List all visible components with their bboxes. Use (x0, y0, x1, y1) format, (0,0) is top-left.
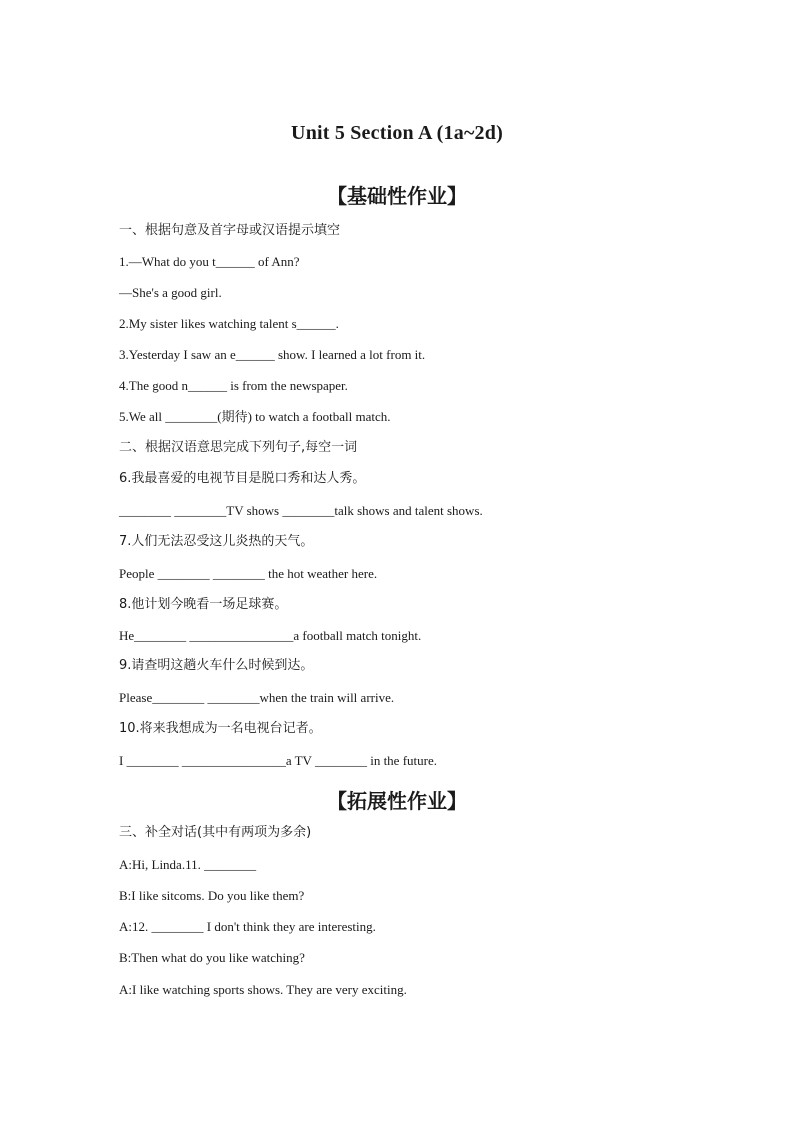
answer-line: He________ ________________a football match tonight. (119, 628, 422, 643)
question-prompt: 8.他计划今晚看一场足球赛。 (119, 597, 288, 612)
dialogue-line: B:I like sitcoms. Do you like them? (119, 888, 305, 903)
dialogue-line: A:I like watching sports shows. They are very exciting. (119, 982, 407, 997)
dialogue-line: A:Hi, Linda.11. ________ (119, 857, 257, 872)
question-prompt: 10.将来我想成为一名电视台记者。 (119, 721, 322, 736)
exercise-heading-1: 一、根据句意及首字母或汉语提示填空 (119, 223, 341, 238)
document-title: Unit 5 Section A (1a~2d) (291, 122, 503, 144)
question-line: 5.We all ________(期待) to watch a football match. (119, 409, 391, 424)
answer-line: I ________ ________________a TV ________ in the future. (119, 753, 437, 768)
dialogue-line: B:Then what do you like watching? (119, 950, 305, 965)
question-line: 2.My sister likes watching talent s______. (119, 316, 339, 331)
dialogue-line: A:12. ________ I don't think they are interesting. (119, 919, 376, 934)
answer-line: People ________ ________ the hot weather here. (119, 566, 378, 581)
question-prompt: 7.人们无法忍受这儿炎热的天气。 (119, 534, 314, 549)
question-prompt: 6.我最喜爱的电视节目是脱口秀和达人秀。 (119, 471, 366, 486)
answer-line: Please________ ________when the train will arrive. (119, 690, 395, 705)
question-line: 3.Yesterday I saw an e______ show. I learned a lot from it. (119, 347, 426, 362)
question-prompt: 9.请查明这趟火车什么时候到达。 (119, 658, 314, 673)
answer-line: ________ ________TV shows ________talk shows and talent shows. (119, 503, 483, 518)
section-heading-extended: 【拓展性作业】 (327, 789, 467, 813)
section-heading-basic: 【基础性作业】 (327, 184, 467, 208)
exercise-heading-2: 二、根据汉语意思完成下列句子,每空一词 (119, 440, 358, 455)
question-line: —She's a good girl. (119, 285, 222, 300)
exercise-heading-3: 三、补全对话(其中有两项为多余) (119, 825, 312, 840)
question-line: 1.—What do you t______ of Ann? (119, 254, 300, 269)
question-line: 4.The good n______ is from the newspaper. (119, 378, 348, 393)
